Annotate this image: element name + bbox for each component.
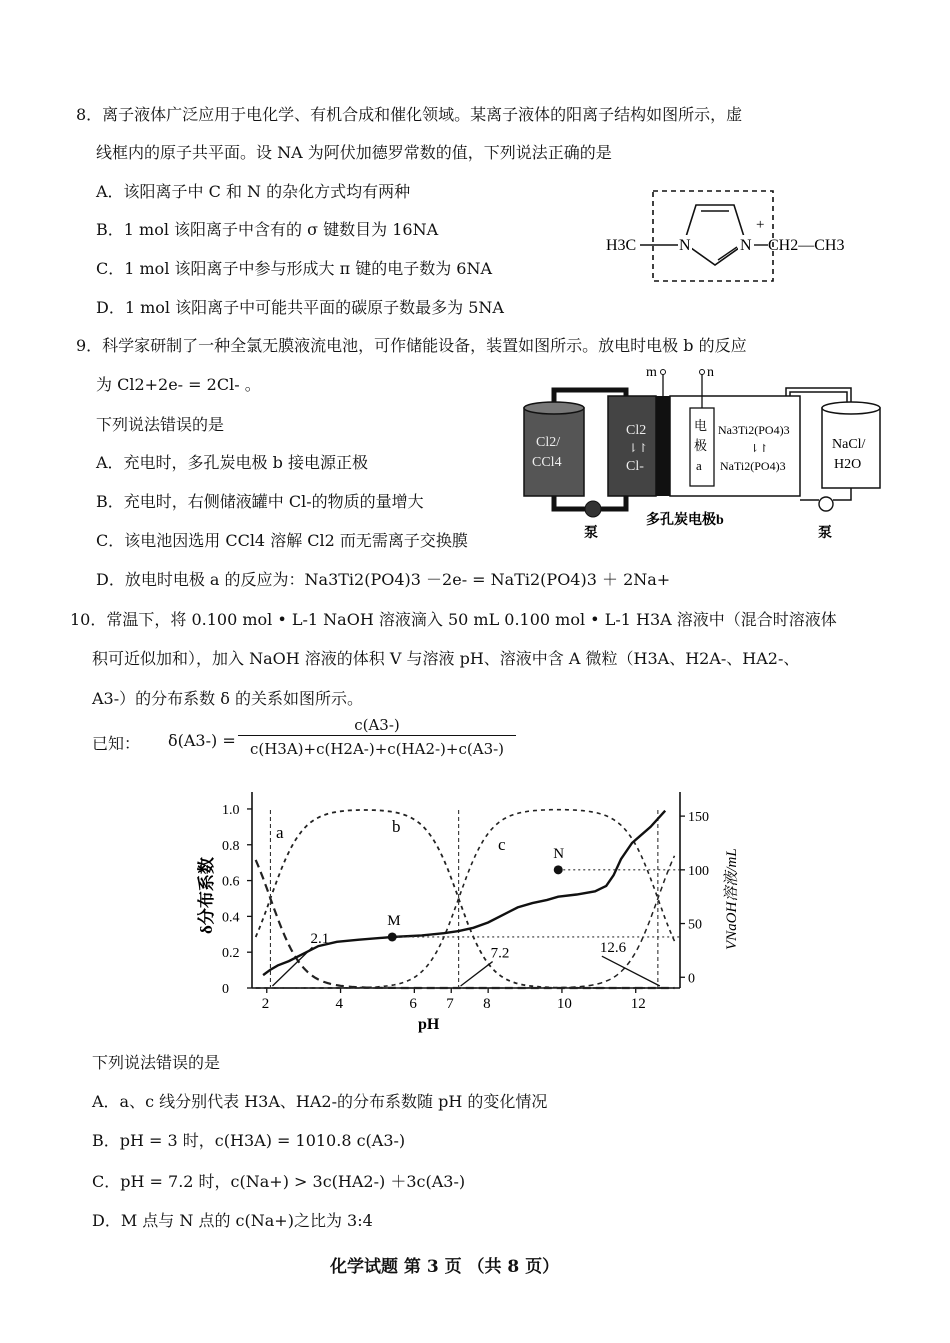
left-tank-label-1: Cl2/ <box>536 435 561 450</box>
x-tick-label: 2 <box>261 996 270 1012</box>
left-tank-label-2: CCl4 <box>532 455 562 470</box>
left-pump-icon <box>585 501 601 517</box>
x-tick-label: 12 <box>630 996 646 1012</box>
y-tick-label: 0.8 <box>222 838 240 854</box>
ring-n-left: N <box>679 237 691 254</box>
x-tick-label: 7 <box>446 996 454 1012</box>
q8-option-a: A．该阳离子中 C 和 N 的杂化方式均有两种 <box>96 182 411 201</box>
right-tank-label-1: NaCl/ <box>832 437 866 452</box>
pka-arrow <box>461 962 493 986</box>
q10-option-d: D．M 点与 N 点的 c(Na+)之比为 3:4 <box>92 1211 373 1230</box>
page-footer: 化学试题 第 3 页 （共 8 页） <box>330 1257 560 1277</box>
nati2-label: NaTi2(PO4)3 <box>720 459 786 473</box>
q9-stem-line2: 为 Cl2+2e- = 2Cl- 。 <box>96 375 261 394</box>
terminal-m-label: m <box>646 365 657 380</box>
q10-stem-line3: A3-）的分布系数 δ 的关系如图所示。 <box>92 689 363 708</box>
ring-n-right: N <box>740 237 752 254</box>
distribution-chart <box>190 782 750 1042</box>
right-pipe-bottom <box>833 488 851 500</box>
q9-stem-line1: 9．科学家研制了一种全氯无膜液流电池，可作储能设备，装置如图所示。放电时电极 b 的反应 <box>76 336 747 355</box>
q10-option-b: B．pH = 3 时，c(H3A) = 1010.8 c(A3-) <box>92 1131 406 1150</box>
na3ti2-label: Na3Ti2(PO4)3 <box>718 423 790 437</box>
formula-denominator: c(H3A)+c(H2A-)+c(HA2-)+c(A3-) <box>249 740 505 758</box>
q8-option-c: C．1 mol 该阳离子中参与形成大 π 键的电子数为 6NA <box>96 259 493 278</box>
q8-stem-line1: 8．离子液体广泛应用于电化学、有机合成和催化领域。某离子液体的阳离子结构如图所示，虚 <box>76 105 743 124</box>
curve-label-c: c <box>498 835 506 854</box>
x-tick-label: 8 <box>483 996 491 1012</box>
y2-tick-label: 50 <box>688 917 702 933</box>
cell-cl2: Cl2 <box>626 423 647 438</box>
flow-battery-diagram <box>516 362 888 542</box>
electrode-a-char1: 电 <box>694 418 708 433</box>
q10-option-c: C．pH = 7.2 时，c(Na+) > 3c(HA2-) ＋3c(A3-) <box>92 1172 466 1191</box>
electrode-b-label: 多孔炭电极b <box>646 513 724 528</box>
q10-stem-line1: 10．常温下，将 0.100 mol • L-1 NaOH 溶液滴入 50 mL 0.100 mol • L-1 H3A 溶液中（混合时溶液体 <box>70 610 837 629</box>
left-tank <box>524 408 584 496</box>
formula-lhs: δ(A3-) = <box>168 731 236 750</box>
methyl-group: H3C <box>606 237 637 254</box>
right-pump-icon <box>819 497 833 511</box>
electrode-a-char3: a <box>696 458 702 473</box>
imidazolium-structure <box>600 185 860 290</box>
y-tick-label: 0 <box>222 982 229 997</box>
x-tick-label: 4 <box>335 996 344 1012</box>
right-equilibrium: ⇂↾ <box>750 443 769 455</box>
q8-stem-line2: 线框内的原子共平面。设 NA 为阿伏加德罗常数的值，下列说法正确的是 <box>96 143 612 162</box>
point-M <box>388 932 397 941</box>
pka-arrow <box>602 956 660 986</box>
cell-cl-minus: Cl- <box>626 459 644 474</box>
q9-option-d: D．放电时电极 a 的反应为：Na3Ti2(PO4)3 －2e- = NaTi2(PO4)3 ＋ 2Na+ <box>96 570 671 589</box>
y-tick-label: 0.4 <box>222 910 240 926</box>
q10-stem-line2: 积可近似加和），加入 NaOH 溶液的体积 V 与溶液 pH、溶液中含 A 微粒（H3A、H2A-、HA2-、 <box>92 649 800 668</box>
pka-label: 7.2 <box>490 945 510 962</box>
right-pump-label: 泵 <box>818 526 832 541</box>
point-N <box>554 865 563 874</box>
y-axis-label: δ分布系数 <box>197 857 216 934</box>
cell-equilibrium-left: ⇂↾ <box>628 441 649 455</box>
ring-bonds <box>684 205 746 265</box>
terminal-n-label: n <box>707 365 714 380</box>
x-tick-label: 10 <box>556 996 572 1012</box>
porous-carbon-electrode-b <box>656 396 670 496</box>
q9-option-b: B．充电时，右侧储液罐中 Cl-的物质的量增大 <box>96 492 424 511</box>
y-tick-label: 0.2 <box>222 946 240 962</box>
point-label: N <box>553 845 565 862</box>
y2-axis-label: VNaOH溶液/mL <box>724 848 740 950</box>
q9-option-c: C．该电池因选用 CCl4 溶解 Cl2 而无需离子交换膜 <box>96 531 468 550</box>
y2-tick-label: 150 <box>688 810 709 826</box>
known-label: 已知： <box>92 734 141 753</box>
y2-tick-label: 0 <box>688 971 695 987</box>
q8-option-d: D．1 mol 该阳离子中可能共平面的碳原子数最多为 5NA <box>96 298 504 317</box>
left-pipe-bottom <box>600 496 626 509</box>
curve-label-b: b <box>392 817 401 836</box>
q9-option-a: A．充电时，多孔炭电极 b 接电源正极 <box>96 453 368 472</box>
left-pump-label: 泵 <box>584 526 598 541</box>
formula-numerator: c(A3-) <box>238 716 516 736</box>
y-tick-label: 1.0 <box>222 802 240 818</box>
q8-option-b: B．1 mol 该阳离子中含有的 σ 键数目为 16NA <box>96 220 439 239</box>
y2-tick-label: 100 <box>688 863 709 879</box>
q10-option-a: A．a、c 线分别代表 H3A、HA2-的分布系数随 pH 的变化情况 <box>92 1092 548 1111</box>
pka-label: 12.6 <box>599 940 627 957</box>
q10-prompt: 下列说法错误的是 <box>92 1053 221 1072</box>
y-tick-label: 0.6 <box>222 874 240 890</box>
x-tick-label: 6 <box>409 996 417 1012</box>
point-label: M <box>387 912 401 929</box>
x-axis-label: pH <box>418 1016 440 1033</box>
curve-label-a: a <box>276 823 284 842</box>
q9-prompt: 下列说法错误的是 <box>96 415 225 434</box>
charge-sign: + <box>756 217 765 233</box>
curve-a3 <box>256 856 675 988</box>
ethyl-group: CH2—CH3 <box>768 237 845 254</box>
ring-double-bond-2 <box>718 247 737 260</box>
electrode-a-char2: 极 <box>694 438 708 453</box>
right-tank-label-2: H2O <box>834 457 862 472</box>
pka-label: 2.1 <box>310 931 330 948</box>
